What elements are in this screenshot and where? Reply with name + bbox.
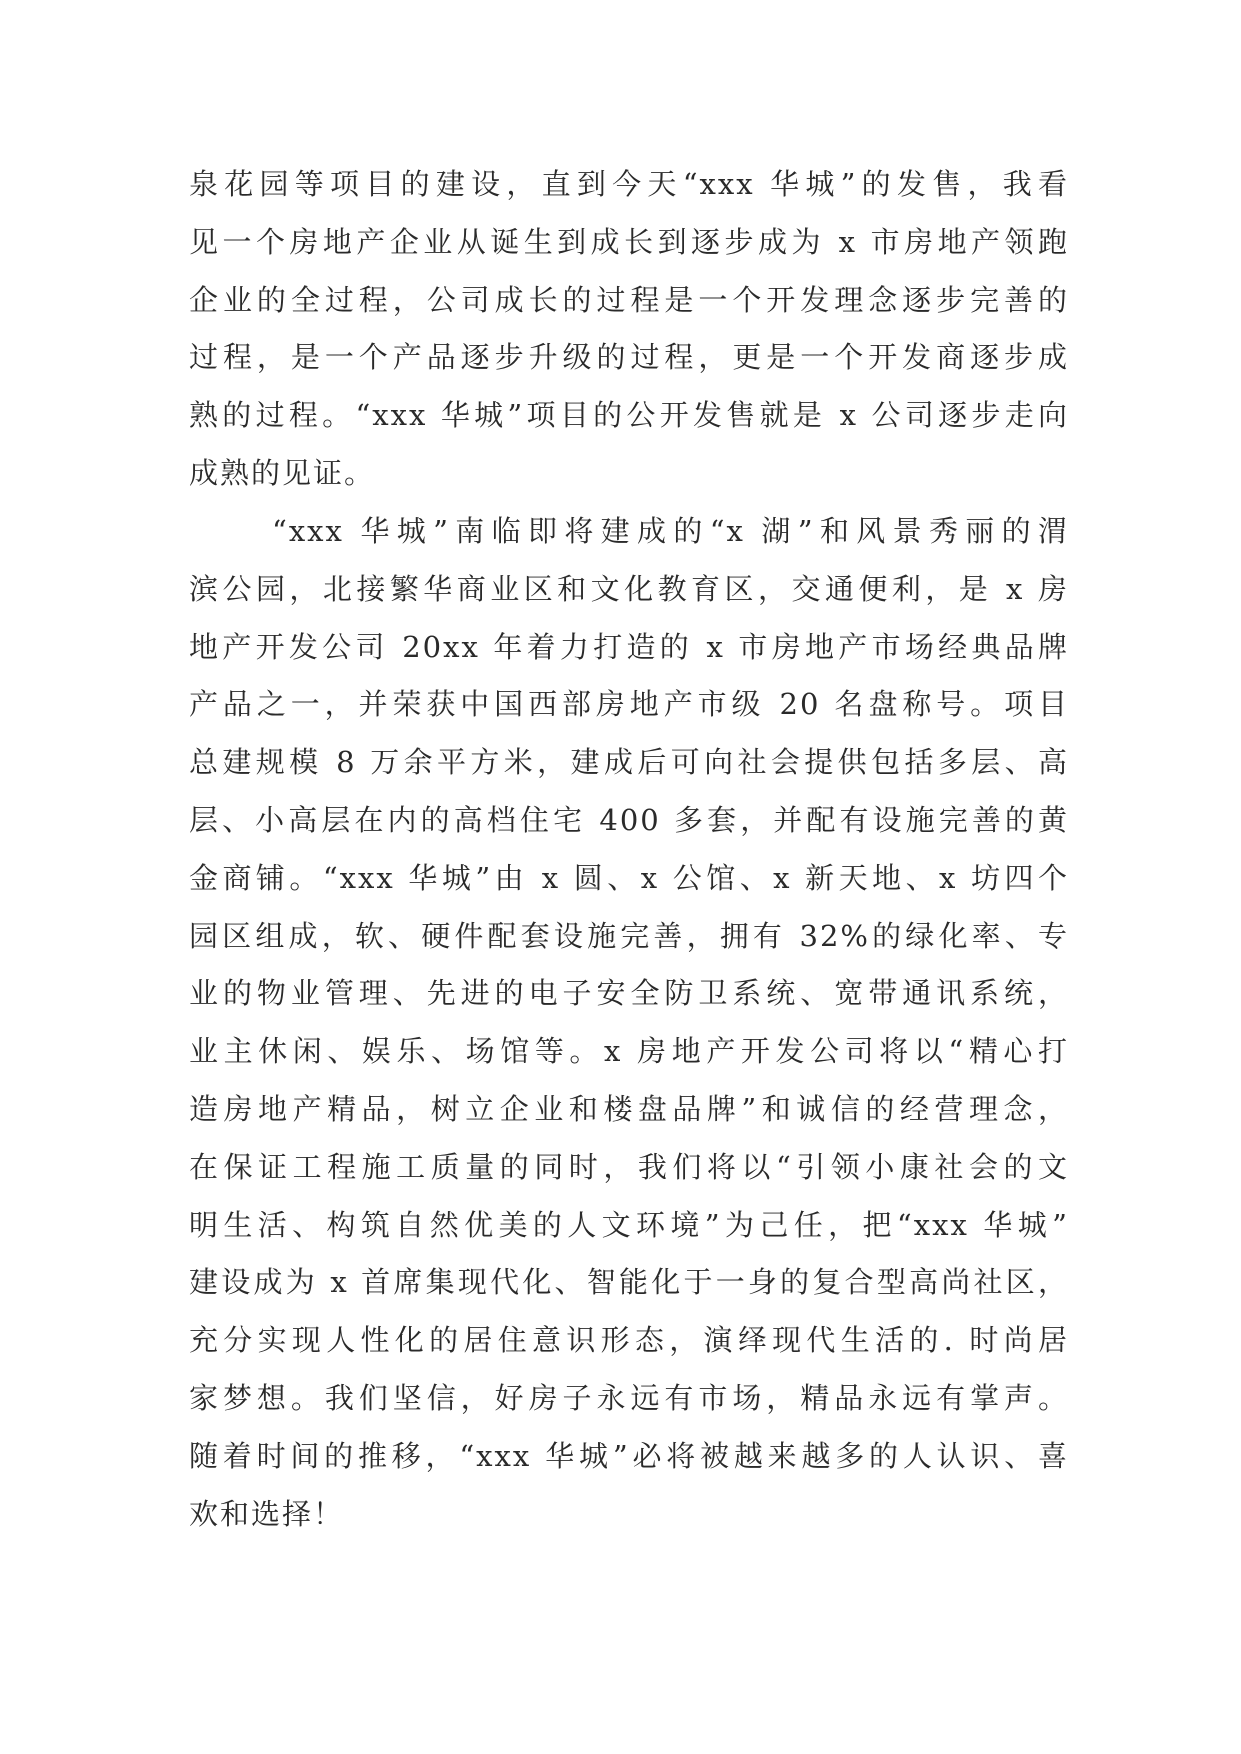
text-line: 园区组成，软、硬件配套设施完善，拥有 32%的绿化率、专 — [189, 918, 1069, 953]
text-line: 过程，是一个产品逐步升级的过程，更是一个开发商逐步成 — [189, 340, 1069, 375]
text-line: 明生活、构筑自然优美的人文环境”为己任，把“xxx 华城” — [189, 1207, 1069, 1242]
text-line: 建设成为 x 首席集现代化、智能化于一身的复合型高尚社区， — [189, 1265, 1069, 1300]
text-line: 金商铺。“xxx 华城”由 x 圆、x 公馆、x 新天地、x 坊四个 — [189, 860, 1069, 895]
text-line: 家梦想。我们坚信，好房子永远有市场，精品永远有掌声。 — [189, 1380, 1069, 1415]
text-line: 在保证工程施工质量的同时，我们将以“引领小康社会的文 — [189, 1149, 1069, 1184]
text-line: 熟的过程。“xxx 华城”项目的公开发售就是 x 公司逐步走向 — [189, 398, 1069, 433]
text-line: 业的物业管理、先进的电子安全防卫系统、宽带通讯系统， — [189, 976, 1069, 1011]
text-line: 欢和选择！ — [189, 1496, 345, 1531]
text-line: 企业的全过程，公司成长的过程是一个开发理念逐步完善的 — [189, 282, 1069, 317]
text-line: 层、小高层在内的高档住宅 400 多套，并配有设施完善的黄 — [189, 802, 1069, 837]
text-line: 产品之一，并荣获中国西部房地产市级 20 名盘称号。项目 — [189, 687, 1069, 722]
text-line: 随着时间的推移，“xxx 华城”必将被越来越多的人认识、喜 — [189, 1438, 1069, 1473]
text-line: 业主休闲、娱乐、场馆等。x 房地产开发公司将以“精心打 — [189, 1034, 1069, 1069]
text-line: 滨公园，北接繁华商业区和文化教育区，交通便利，是 x 房 — [189, 571, 1069, 606]
paragraph-2 — [189, 503, 1069, 1543]
text-line: 见一个房地产企业从诞生到成长到逐步成为 x 市房地产领跑 — [189, 224, 1069, 259]
text-line: 造房地产精品，树立企业和楼盘品牌”和诚信的经营理念， — [189, 1091, 1069, 1126]
text-line: “xxx 华城”南临即将建成的“x 湖”和风景秀丽的渭 — [272, 514, 1069, 548]
text-line: 地产开发公司 20xx 年着力打造的 x 市房地产市场经典品牌 — [189, 629, 1069, 664]
text-line: 成熟的见证。 — [189, 455, 376, 490]
text-line: 总建规模 8 万余平方米，建成后可向社会提供包括多层、高 — [189, 745, 1069, 780]
text-line: 泉花园等项目的建设，直到今天“xxx 华城”的发售，我看 — [189, 167, 1069, 201]
text-line: 充分实现人性化的居住意识形态，演绎现代生活的. 时尚居 — [189, 1323, 1069, 1358]
paragraph-1 — [189, 156, 1069, 503]
